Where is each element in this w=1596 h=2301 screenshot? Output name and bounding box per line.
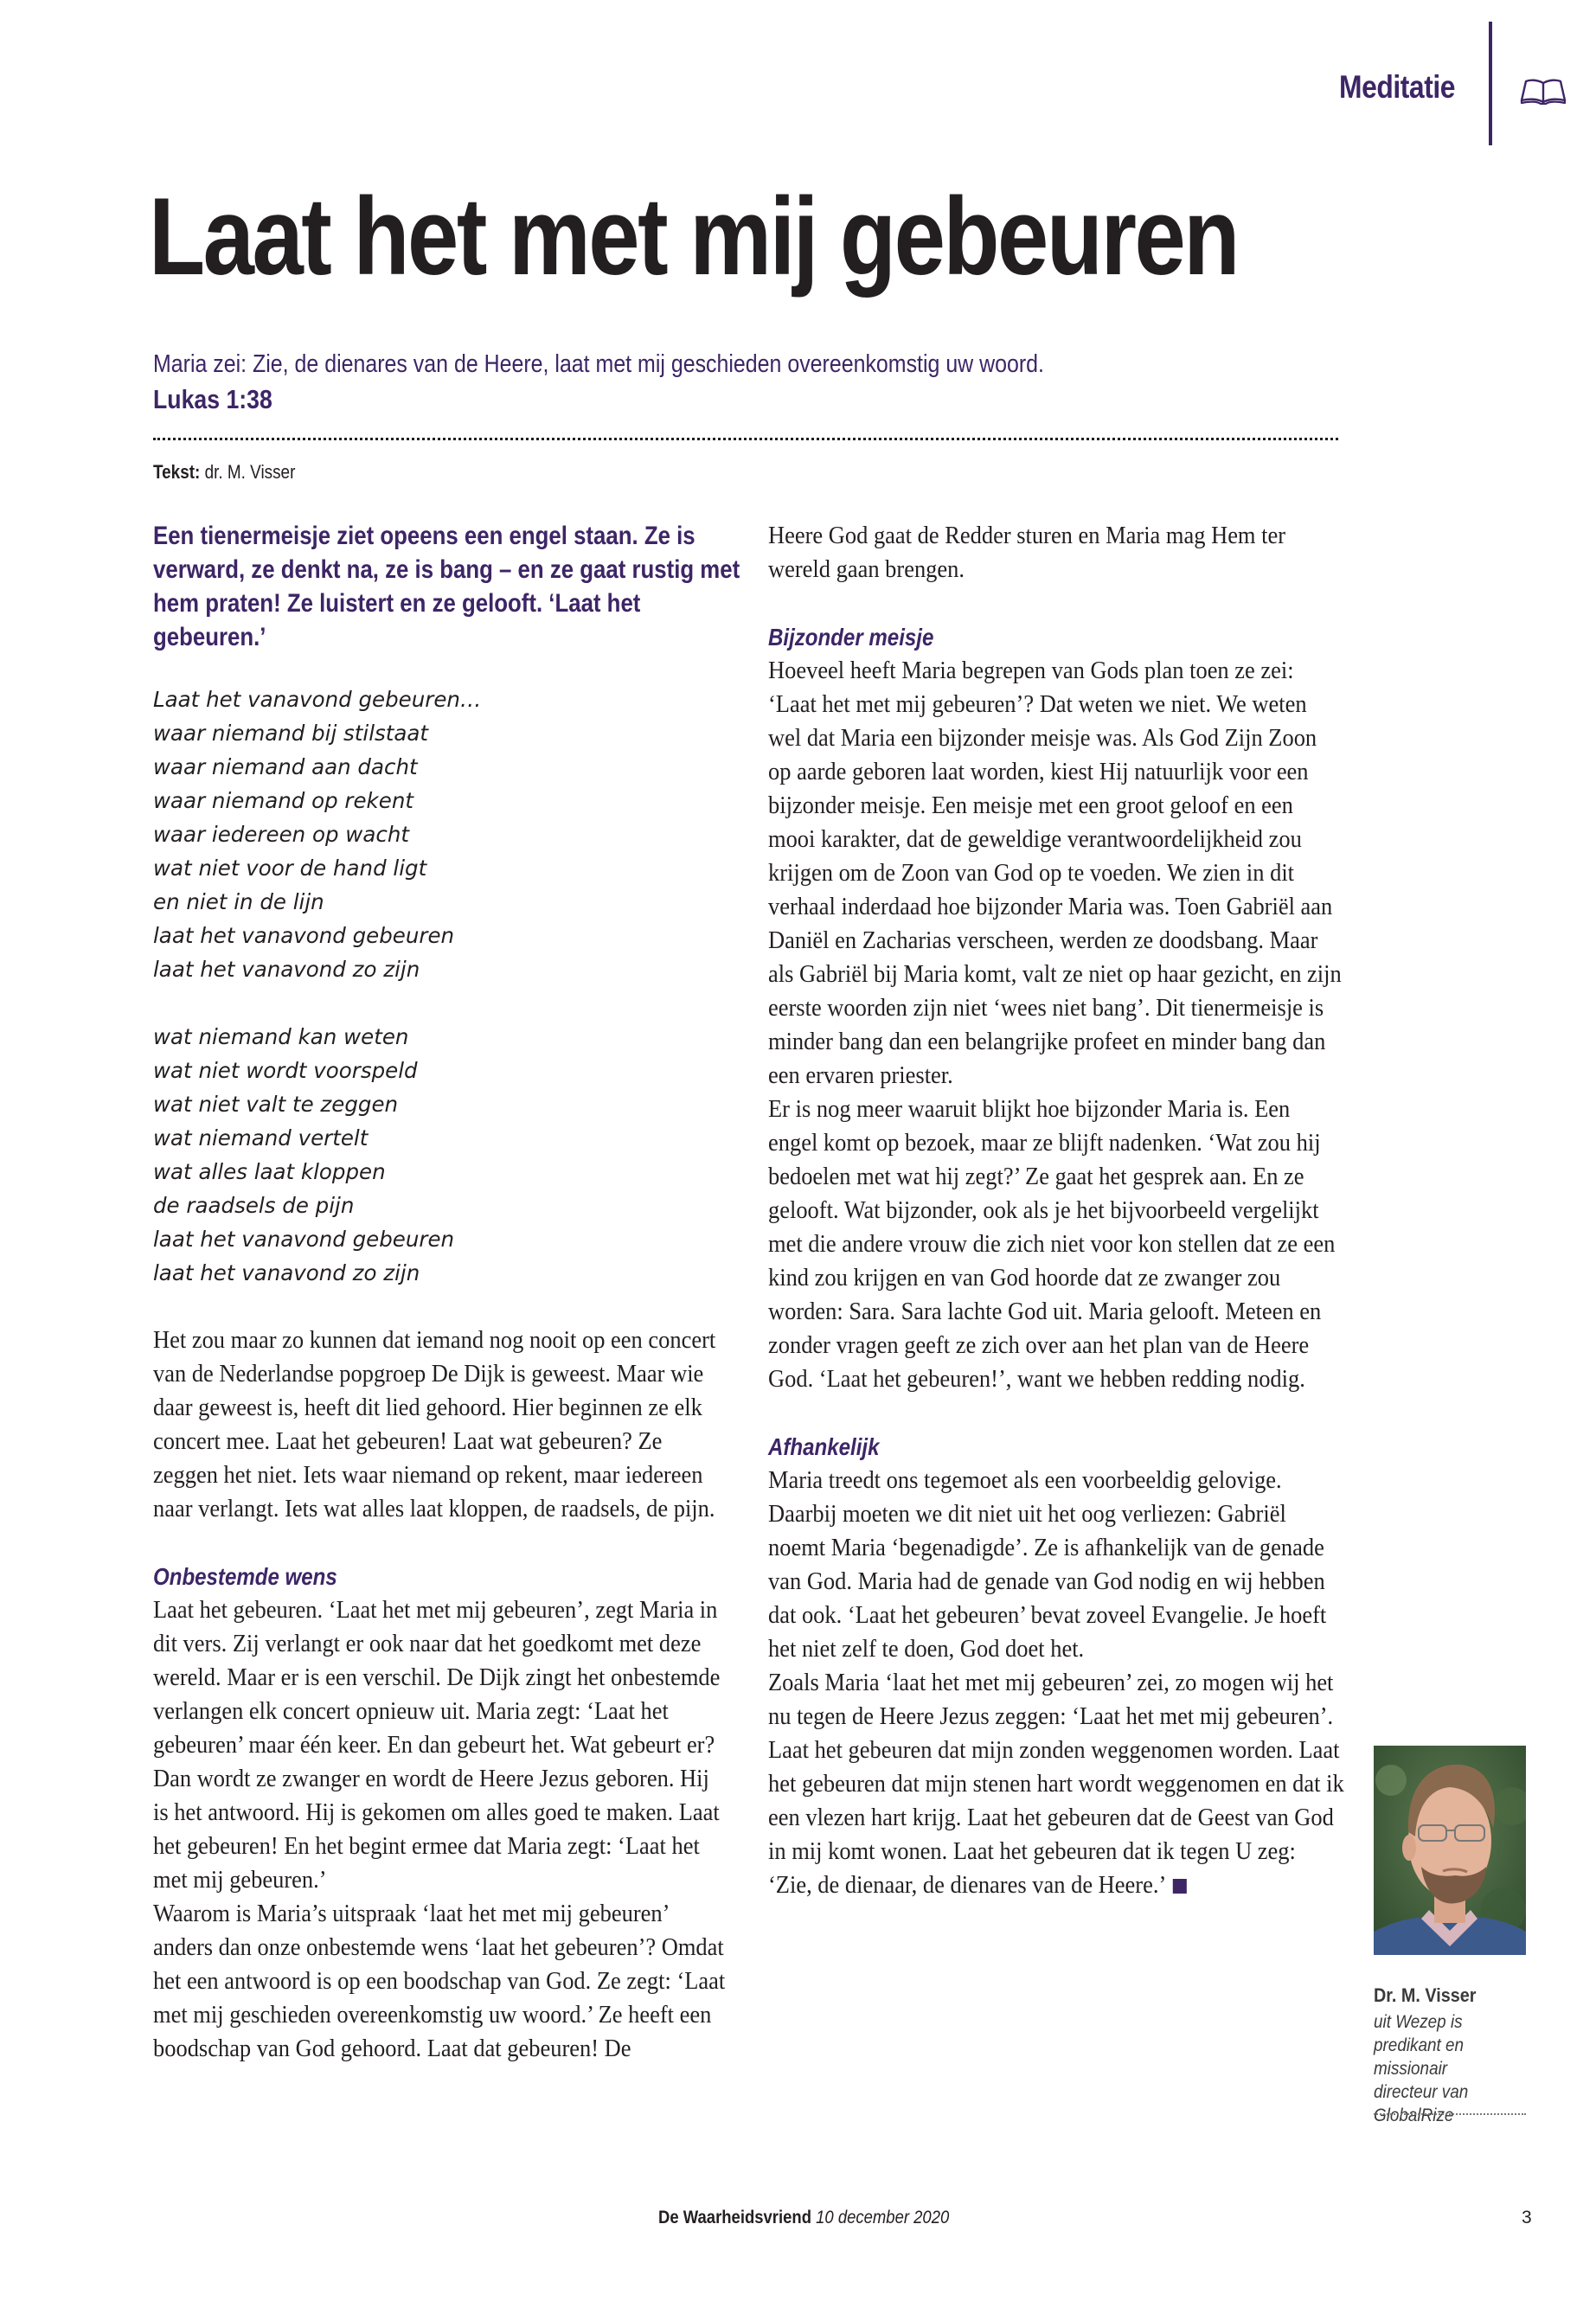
poem-line: waar niemand op rekent [153, 788, 413, 813]
verse-reference: Lukas 1:38 [153, 384, 272, 414]
open-book-icon [1520, 78, 1567, 106]
body-paragraph: Het zou maar zo kunnen dat iemand nog nooit op een concert van de Nederlandse popgroep De Dijk is geweest. Maar wie daar geweest is, heeft dit lied gehoord. Hier beginnen ze elk concert mee. Laat het gebeuren! Laat wat gebeuren? Ze zeggen het niet. Iets waar niemand op rekent, maar iedereen naar verlangt. Iets wat alles laat kloppen, de raadsels, de pijn. [153, 1327, 716, 1522]
article-title: Laat het met mij gebeuren [149, 175, 1238, 298]
section-heading: Afhankelijk [768, 1433, 880, 1460]
body-paragraph: Er is nog meer waaruit blijkt hoe bijzonder Maria is. Een engel komt op bezoek, maar ze blijft nadenken. ‘Wat zou hij bedoelen met wat hij zegt?’ Ze gaat het gesprek aan. En ze gelooft. Wat bijzonder, ook als je het bijvoorbeeld vergelijkt met die andere vrouw die zich niet voor kon stellen dat ze een kind zou krijgen en van God hoorde dat ze zwanger zou worden: Sara. Sara lachte God uit. Maria gelooft. Meteen en zonder vragen geeft ze zich over aan het plan van de Heere God. ‘Laat het gebeuren!’, want we hebben redding nodig. [768, 1096, 1336, 1393]
end-of-article-square-icon [1173, 1879, 1187, 1894]
footer-publication [658, 2208, 949, 2228]
column-right [768, 519, 1356, 1902]
poem-line: wat niemand vertelt [153, 1125, 369, 1150]
body-paragraph: Maria treedt ons tegemoet als een voorbeeldig gelovige. Daarbij moeten we dit niet uit het oog verliezen: Gabriël noemt Maria ‘begenadigde’. Ze is afhankelijk van de genade van God. Maria had de genade van God nodig en wij hebben dat ook. ‘Laat het gebeuren’ bevat zoveel Evangelie. Je hoeft het niet zelf te doen, God doet het. [768, 1467, 1327, 1663]
poem-line: de raadsels de pijn [153, 1193, 355, 1218]
section-label: Meditatie [1339, 69, 1456, 105]
poem-line: laat het vanavond zo zijn [153, 957, 420, 982]
publication-name: De Waarheidsvriend [658, 2208, 811, 2227]
section-heading: Bijzonder meisje [768, 624, 934, 651]
poem-line: wat niet wordt voorspeld [153, 1058, 418, 1083]
poem-line: waar niemand aan dacht [153, 754, 418, 779]
poem-line: Laat het vanavond gebeuren… [153, 687, 482, 712]
poem-line: en niet in de lijn [153, 889, 324, 914]
author-box-divider [1374, 2113, 1526, 2115]
byline [153, 461, 295, 484]
poem-line: waar iedereen op wacht [153, 822, 409, 847]
closing-text: Zoals Maria ‘laat het met mij gebeuren’ zei, zo mogen wij het nu tegen de Heere Jezus zeggen: ‘Laat het met mij gebeuren’. Laat het gebeuren dat mijn zonden weggenomen worden. Laat het gebeuren dat mijn stenen hart wordt weggenomen en dat ik een vlezen hart krijg. Laat het gebeuren dat de Geest van God in mij komt wonen. Laat het gebeuren dat ik tegen U zeg: ‘Zie, de dienaar, de dienares van de Heere.’ [768, 1670, 1344, 1899]
page-number: 3 [1522, 2208, 1532, 2227]
byline-label: Tekst: [153, 461, 201, 483]
intro-paragraph: Een tienermeisje ziet opeens een engel staan. Ze is verward, ze denkt na, ze is bang – en ze gaat rustig met hem praten! Ze luistert en ze gelooft. ‘Laat het gebeuren.’ [153, 522, 740, 651]
body-paragraph [768, 1666, 1344, 1902]
body-paragraph: Laat het gebeuren. ‘Laat het met mij gebeuren’, zegt Maria in dit vers. Zij verlangt er ook naar dat het goedkomt met deze wereld. Maar er is een verschil. De Dijk zingt het onbestemde verlangen elk concert opnieuw uit. Maria zegt: ‘Laat het gebeuren’ maar één keer. En dan gebeurt het. Wat gebeurt er? Dan wordt ze zwanger en wordt de Heere Jezus geboren. Hij is het antwoord. Hij is gekomen om alles goed te maken. Laat het gebeuren! En het begint ermee dat Maria zegt: ‘Laat het met mij gebeuren.’ [153, 1597, 721, 1894]
poem-line: laat het vanavond gebeuren [153, 1227, 455, 1252]
poem-line: laat het vanavond gebeuren [153, 923, 455, 948]
author-name: Dr. M. Visser [1374, 1984, 1477, 2006]
dotted-divider [153, 438, 1338, 440]
column-left [153, 519, 741, 2066]
poem-line: laat het vanavond zo zijn [153, 1260, 420, 1285]
author-bio: uit Wezep is predikant en missionair directeur van GlobalRize [1374, 2012, 1469, 2125]
body-paragraph: Hoeveel heeft Maria begrepen van Gods plan toen ze zei: ‘Laat het met mij gebeuren’? Dat weten we niet. We weten wel dat Maria een bijzonder meisje was. Als God Zijn Zoon op aarde geboren laat worden, kiest Hij natuurlijk voor een bijzonder meisje. Een meisje met een groot geloof en een mooi karakter, dat de geweldige verantwoordelijkheid zou krijgen om de Zoon van God op te voeden. We zien in dit verhaal inderdaad hoe bijzonder Maria was. Toen Gabriël aan Daniël en Zacharias verscheen, werden ze doodsbang. Maar als Gabriël bij Maria komt, valt ze niet op haar gezicht, en zijn eerste woorden zijn niet ‘wees niet bang’. Dit tienermeisje is minder bang dan een belangrijke profeet en minder bang dan een ervaren priester. [768, 657, 1342, 1089]
poem-line: wat niemand kan weten [153, 1024, 409, 1049]
poem [153, 683, 741, 1290]
poem-stanza-1 [153, 683, 741, 986]
body-paragraph-continued: Heere God gaat de Redder sturen en Maria mag Hem ter wereld gaan brengen. [768, 522, 1286, 583]
poem-line: wat alles laat kloppen [153, 1159, 386, 1184]
section-divider [1489, 22, 1492, 145]
poem-line: waar niemand bij stilstaat [153, 721, 429, 746]
poem-line: wat niet voor de hand ligt [153, 856, 427, 881]
bible-verse: Maria zei: Zie, de dienares van de Heere, laat met mij geschieden overeenkomstig uw woord. [153, 350, 1044, 378]
body-paragraph: Waarom is Maria’s uitspraak ‘laat het met mij gebeuren’ anders dan onze onbestemde wens ‘laat het gebeuren’? Omdat het een antwoord is op een boodschap van God. Ze zegt: ‘Laat met mij geschieden overeenkomstig uw woord.’ Ze heeft een boodschap van God gehoord. Laat dat gebeuren! De [153, 1900, 726, 2062]
publication-date: 10 december 2020 [816, 2208, 950, 2227]
author-portrait [1374, 1746, 1526, 1955]
byline-author: dr. M. Visser [204, 461, 296, 483]
poem-line: wat niet valt te zeggen [153, 1092, 399, 1117]
section-heading: Onbestemde wens [153, 1563, 337, 1590]
poem-stanza-2 [153, 1020, 741, 1290]
